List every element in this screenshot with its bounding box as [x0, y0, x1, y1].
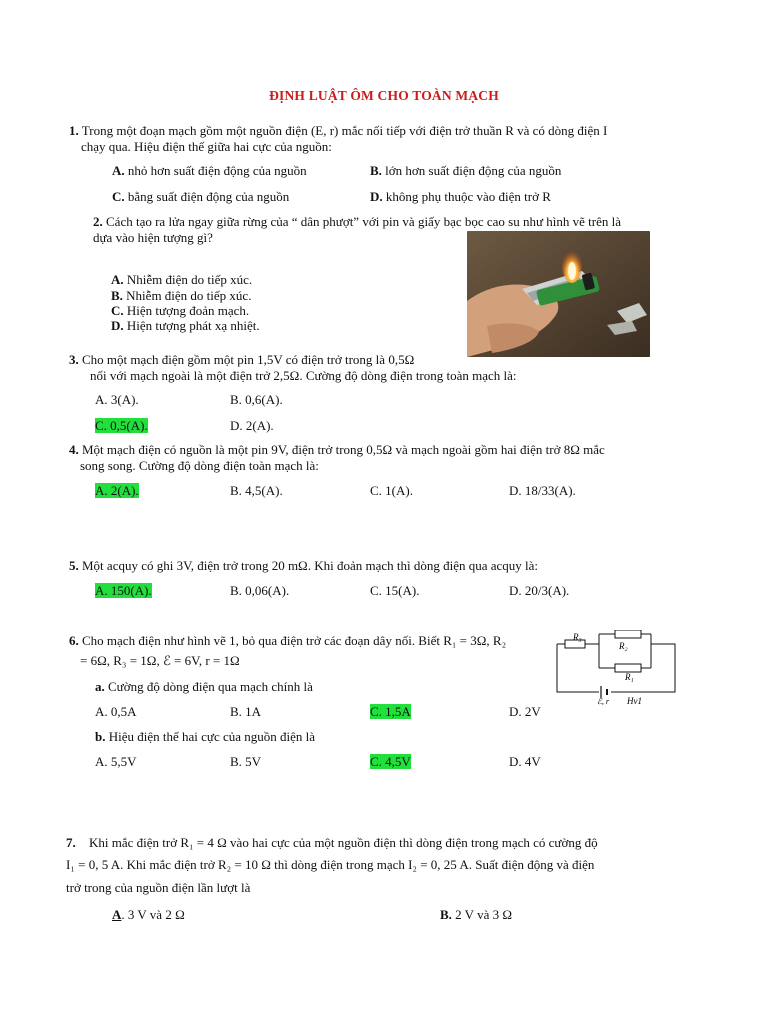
label-r3: R₃ [573, 632, 582, 642]
option-d: D. 2(A). [230, 418, 274, 433]
resistor-r1 [615, 664, 641, 672]
question-text-cont: nối với mạch ngoài là một điện trở 2,5Ω. Cường độ dòng điện trong toàn mạch là: [90, 368, 517, 383]
sub-question-a: a. Cường độ dòng điện qua mạch chính là [95, 679, 313, 694]
option-c: C. 1(A). [370, 483, 413, 498]
label-source: ℰ, r [597, 697, 609, 706]
option-d: D. không phụ thuộc vào điện trở R [370, 189, 551, 204]
label-r1: R₁ [625, 672, 634, 682]
question-text: Khi mắc điện trở R₁ = 4 Ω vào hai cực của một nguồn điện thì dòng điện trong mạch có cường độ [89, 835, 598, 850]
question-number: 6. [69, 633, 79, 648]
option-a: A. nhỏ hơn suất điện động của nguồn [112, 163, 307, 178]
page-title: ĐỊNH LUẬT ÔM CHO TOÀN MẠCH [269, 88, 499, 103]
question-number: 3. [69, 352, 79, 367]
question-text-cont: = 6Ω, R₃ = 1Ω, ℰ = 6V, r = 1Ω [80, 653, 240, 668]
option-a: A. 3 V và 2 Ω [112, 907, 185, 922]
question-number: 2. [93, 214, 103, 229]
question-text-cont: chạy qua. Hiệu điện thế giữa hai cực của nguồn: [81, 139, 332, 154]
option-a: A. 5,5V [95, 754, 137, 769]
option-d: D. Hiện tượng phát xạ nhiệt. [111, 318, 260, 333]
question-number: 4. [69, 442, 79, 457]
option-b: B. Nhiễm điện do tiếp xúc. [111, 288, 252, 303]
option-a-correct: A. 2(A). [95, 483, 139, 498]
option-c: C. Hiện tượng đoản mạch. [111, 303, 250, 318]
option-b: B. 2 V và 3 Ω [440, 907, 513, 922]
battery-fire-photo [467, 231, 650, 357]
option-a: A. 3(A). [95, 392, 139, 407]
option-b: B. 4,5(A). [230, 483, 283, 498]
question-text-cont: song song. Cường độ dòng điện toàn mạch là: [80, 458, 319, 473]
option-d: D. 18/33(A). [509, 483, 576, 498]
question-text: Một mạch điện có nguồn là một pin 9V, điện trở trong 0,5Ω và mạch ngoài gồm hai điện trở 8Ω mắc [82, 442, 605, 457]
question-text: Một acquy có ghi 3V, điện trở trong 20 mΩ. Khi đoản mạch thì dòng điện qua acquy là: [82, 558, 539, 573]
option-b: B. 1A [230, 704, 262, 719]
option-c: C. 15(A). [370, 583, 420, 598]
option-c-correct: C. 1,5A [370, 704, 411, 719]
option-a-correct: A. 150(A). [95, 583, 152, 598]
resistor-r2 [615, 630, 641, 638]
question-text-cont: I₁ = 0, 5 A. Khi mắc điện trở R₂ = 10 Ω thì dòng điện trong mạch I₂ = 0, 25 A. Suất điện động và điện [66, 857, 595, 872]
option-b: B. 0,06(A). [230, 583, 290, 598]
sub-question-b: b. Hiệu điện thế hai cực của nguồn điện là [95, 729, 316, 744]
question-text: Trong một đoạn mạch gồm một nguồn điện (E, r) mắc nối tiếp với điện trở thuần R và có dòng điện I [81, 123, 608, 138]
option-d: D. 2V [509, 704, 541, 719]
question-text-cont: dựa vào hiện tượng gì? [93, 230, 213, 245]
question-text-cont-2: trở trong của nguồn điện lần lượt là [66, 880, 251, 895]
option-c-correct: C. 0,5(A). [95, 418, 148, 433]
question-text: Cách tạo ra lửa ngay giữa rừng của “ dân phượt” với pin và giấy bạc bọc cao su như hình vẽ trên là [106, 214, 622, 229]
battery-fire-illustration [467, 231, 650, 357]
circuit-diagram [553, 630, 679, 710]
option-b: B. 0,6(A). [230, 392, 283, 407]
question-text: Cho mạch điện như hình vẽ 1, bỏ qua điện trở các đoạn dây nối. Biết R₁ = 3Ω, R₂ [82, 633, 507, 648]
option-c: C. bằng suất điện động của nguồn [112, 189, 290, 204]
figure-label: Hv1 [627, 696, 642, 706]
option-a: A. Nhiễm điện do tiếp xúc. [111, 272, 253, 287]
option-a: A. 0,5A [95, 704, 137, 719]
option-d: D. 4V [509, 754, 541, 769]
question-number: 5. [69, 558, 79, 573]
question-text: Cho một mạch điện gồm một pin 1,5V có điện trở trong là 0,5Ω [82, 352, 415, 367]
option-d: D. 20/3(A). [509, 583, 570, 598]
label-r2: R₂ [619, 641, 628, 651]
option-c-correct: C. 4,5V [370, 754, 411, 769]
question-number: 1. [69, 123, 79, 138]
option-b: B. 5V [230, 754, 262, 769]
question-number: 7. [66, 835, 76, 850]
option-b: B. lớn hơn suất điện động của nguồn [370, 163, 562, 178]
